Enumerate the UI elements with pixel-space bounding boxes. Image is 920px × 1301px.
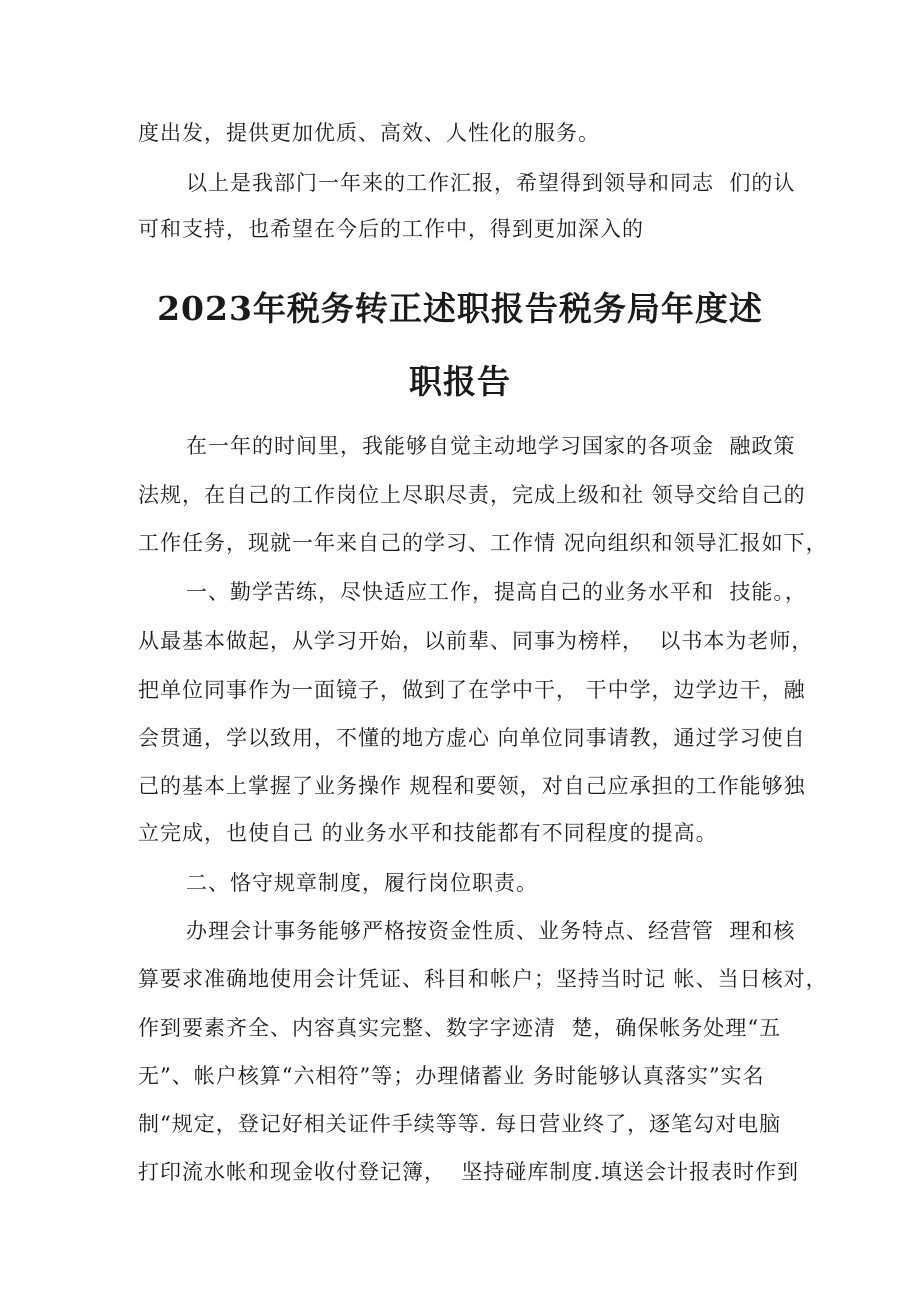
body-line-13: 作到要素齐全、内容真实完整、数字字迹清 楚，确保帐务处理“五 <box>138 1016 782 1040</box>
body-line-11: 办理会计事务能够严格按资金性质、业务特点、经营管 理和核 <box>186 919 796 943</box>
intro-line-1: 度出发，提供更加优质、高效、人性化的服务。 <box>138 121 600 145</box>
body-line-10: 二、恪守规章制度，履行岗位职责。 <box>186 871 538 895</box>
body-line-3: 工作任务，现就一年来自己的学习、工作情 况向组织和领导汇报如下， <box>138 531 828 555</box>
body-line-8: 己的基本上掌握了业务操作 规程和要领，对自己应承担的工作能够独 <box>138 774 806 798</box>
body-line-14: 无”、帐户核算“六相符”等；办理储蓄业 务时能够认真落实”实名 <box>138 1064 765 1088</box>
body-line-1: 在一年的时间里，我能够自觉主动地学习国家的各项金 融政策 <box>186 434 796 458</box>
body-line-15: 制“规定，登记好相关证件手续等等. 每日营业终了，逐笔勾对电脑 <box>138 1112 782 1136</box>
body-line-16: 打印流水帐和现金收付登记簿， 坚持碰库制度.填送会计报表时作到 <box>138 1160 800 1184</box>
intro-line-3: 可和支持，也希望在今后的工作中，得到更加深入的 <box>138 217 644 241</box>
intro-line-2: 以上是我部门一年来的工作汇报，希望得到领导和同志 们的认 <box>186 171 796 195</box>
body-line-2: 法规，在自己的工作岗位上尽职尽责，完成上级和社 领导交给自己的 <box>138 483 806 507</box>
body-line-5: 从最基本做起，从学习开始，以前辈、同事为榜样， 以书本为老师， <box>138 629 814 653</box>
body-line-4: 一、勤学苦练，尽快适应工作，提高自己的业务水平和 技能。， <box>186 580 807 604</box>
document-title-line-1: 2023年税务转正述职报告税务局年度述 <box>157 289 763 328</box>
body-line-12: 算要求准确地使用会计凭证、科目和帐户；坚持当时记 帐、当日核对， <box>138 967 828 991</box>
body-line-7: 会贯通，学以致用，不懂的地方虚心 向单位同事请教，通过学习使自 <box>138 726 806 750</box>
document-title-line-2: 职报告 <box>409 362 511 401</box>
body-line-6: 把单位同事作为一面镜子，做到了在学中干， 干中学，边学边干，融 <box>138 678 806 702</box>
body-line-9: 立完成，也使自己 的业务水平和技能都有不同程度的提高。 <box>138 821 718 845</box>
